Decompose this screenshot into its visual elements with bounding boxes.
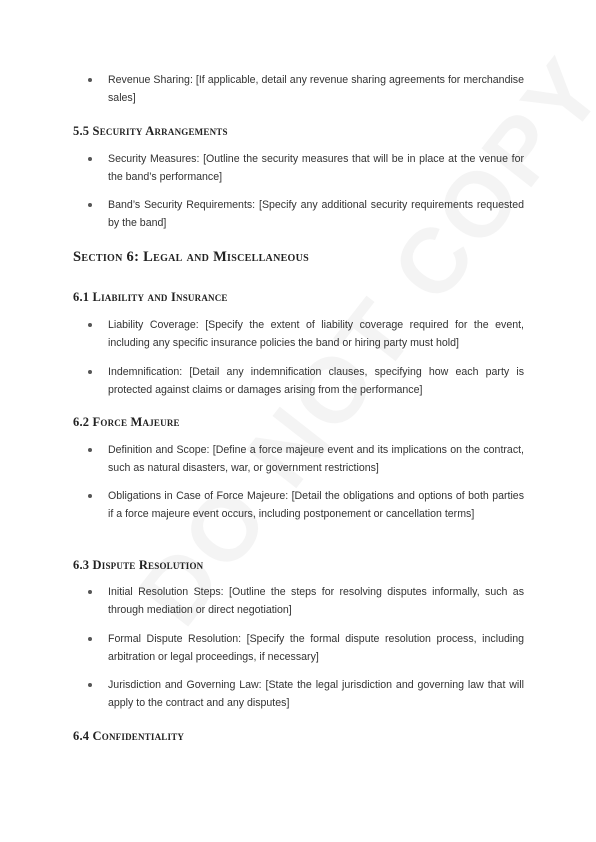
subheading-6-2: 6.2 Force Majeure [73, 415, 180, 429]
bullet-icon [88, 637, 92, 641]
bullet-icon [88, 683, 92, 687]
bullet-icon [88, 323, 92, 327]
subheading-6-4: 6.4 Confidentiality [73, 729, 185, 743]
list-item-text: Definition and Scope: [Define a force majeure event and its implications on the contract, such as natural disasters, war, or government restrictions] [108, 444, 524, 474]
list-item-text: Obligations in Case of Force Majeure: [Detail the obligations and options of both parties if a force majeure event occurs, including postponement or cancellation terms] [108, 490, 524, 520]
subheading-5-5: 5.5 Security Arrangements [73, 124, 228, 138]
list-item-text: Formal Dispute Resolution: [Specify the formal dispute resolution process, including arbitration or legal proceedings, if necessary] [108, 633, 524, 663]
bullet-icon [88, 78, 92, 82]
list-item-text: Liability Coverage: [Specify the extent of liability coverage required for the event, including any specific insurance policies the band or hiring party must hold] [108, 319, 524, 349]
list-item-text: Initial Resolution Steps: [Outline the steps for resolving disputes informally, such as through mediation or direct negotiation] [108, 586, 524, 616]
list-item-text: Security Measures: [Outline the security measures that will be in place at the venue for the band’s performance] [108, 153, 524, 183]
section-heading-6: Section 6: Legal and Miscellaneous [73, 249, 310, 265]
subheading-6-3: 6.3 Dispute Resolution [73, 558, 204, 572]
list-item-text: Jurisdiction and Governing Law: [State the legal jurisdiction and governing law that will apply to the contract and any disputes] [108, 679, 524, 709]
list-item-text: Indemnification: [Detail any indemnification clauses, specifying how each party is protected against claims or damages arising from the performance] [108, 366, 524, 396]
bullet-icon [88, 203, 92, 207]
subheading-6-1: 6.1 Liability and Insurance [73, 290, 228, 304]
list-item-text: Band’s Security Requirements: [Specify any additional security requirements requested by the band] [108, 199, 524, 229]
bullet-icon [88, 590, 92, 594]
bullet-icon [88, 157, 92, 161]
bullet-icon [88, 448, 92, 452]
list-item-text: Revenue Sharing: [If applicable, detail any revenue sharing agreements for merchandise sales] [108, 74, 524, 104]
bullet-icon [88, 494, 92, 498]
bullet-icon [88, 370, 92, 374]
